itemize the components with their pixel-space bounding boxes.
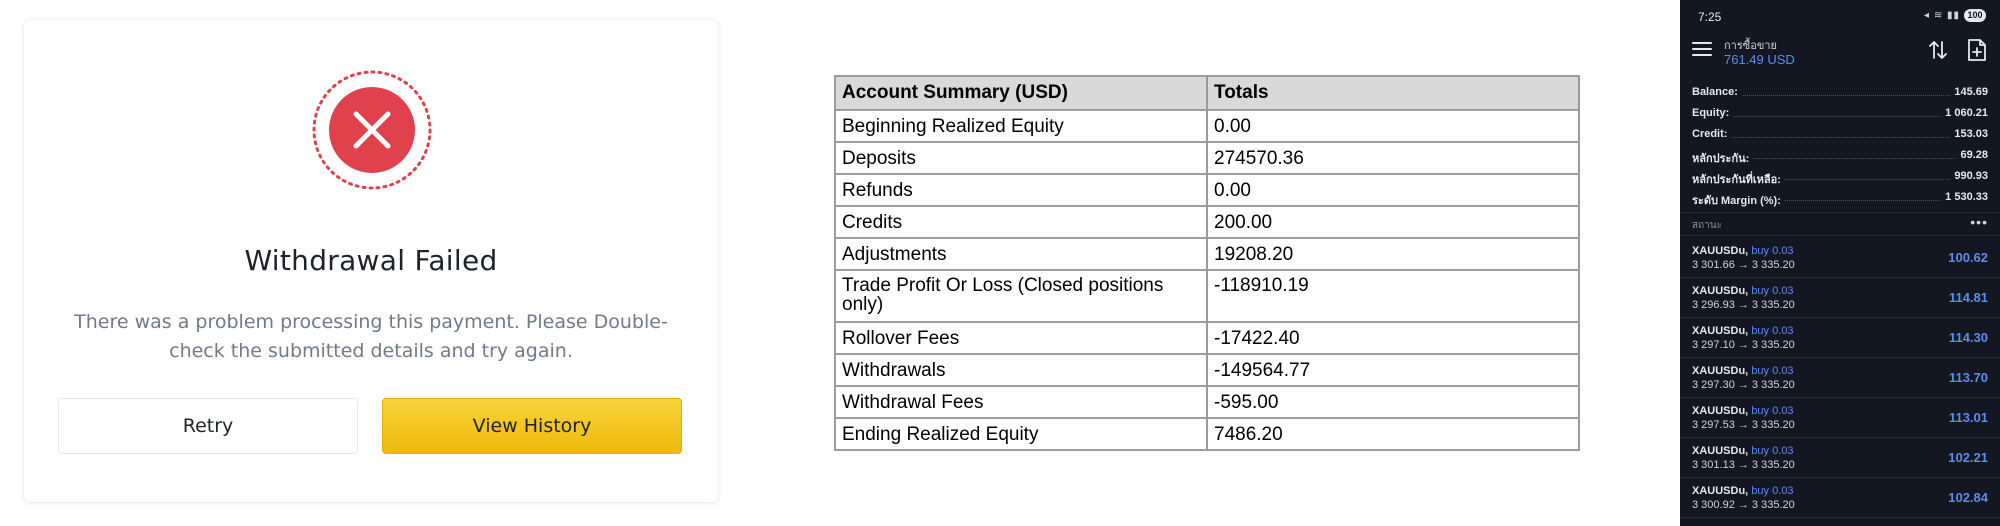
column-header-summary: Account Summary (USD) bbox=[835, 76, 1207, 110]
stat-label: Balance: bbox=[1692, 86, 1742, 98]
position-prices: 3 300.92 → 3 335.20 bbox=[1692, 499, 1795, 511]
row-value: -595.00 bbox=[1207, 386, 1579, 418]
position-row[interactable] bbox=[1680, 318, 2000, 358]
column-header-totals: Totals bbox=[1207, 76, 1579, 110]
position-symbol bbox=[1692, 405, 1794, 417]
stat-value: 153.03 bbox=[1950, 128, 1988, 140]
row-label: Withdrawals bbox=[835, 354, 1207, 386]
row-value: 19208.20 bbox=[1207, 238, 1579, 270]
position-prices: 3 297.53 → 3 335.20 bbox=[1692, 419, 1795, 431]
add-document-icon[interactable] bbox=[1966, 38, 1988, 62]
row-label: Trade Profit Or Loss (Closed positions only) bbox=[835, 270, 1207, 322]
withdrawal-failed-card bbox=[24, 20, 718, 502]
signal-icons: ◂ ≋ ▮▮ bbox=[1924, 10, 1960, 21]
position-profit: 114.81 bbox=[1948, 290, 1988, 305]
stat-value: 69.28 bbox=[1956, 149, 1988, 161]
position-profit: 102.21 bbox=[1948, 450, 1988, 465]
position-row[interactable] bbox=[1680, 278, 2000, 318]
position-symbol bbox=[1692, 325, 1794, 337]
row-label: Adjustments bbox=[835, 238, 1207, 270]
retry-button[interactable]: Retry bbox=[58, 398, 358, 454]
account-summary-table bbox=[834, 75, 1580, 451]
positions-list bbox=[1680, 238, 2000, 518]
position-prices: 3 301.66 → 3 335.20 bbox=[1692, 259, 1795, 271]
position-side: buy 0.03 bbox=[1751, 245, 1794, 257]
table-row bbox=[835, 142, 1579, 174]
row-value: 274570.36 bbox=[1207, 142, 1579, 174]
table-row bbox=[835, 110, 1579, 142]
status-bar bbox=[1680, 0, 2000, 32]
position-profit: 102.84 bbox=[1948, 490, 1988, 505]
trading-app-screen bbox=[1680, 0, 2000, 526]
app-bar bbox=[1680, 32, 2000, 76]
battery-icon: 100 bbox=[1964, 9, 1986, 22]
row-value: 0.00 bbox=[1207, 174, 1579, 206]
position-profit: 113.70 bbox=[1948, 370, 1988, 385]
stat-credit bbox=[1680, 124, 2000, 145]
row-label: Credits bbox=[835, 206, 1207, 238]
symbol-text: XAUUSDu, bbox=[1692, 485, 1749, 497]
stat-value: 145.69 bbox=[1950, 86, 1988, 98]
table-row bbox=[835, 206, 1579, 238]
position-prices: 3 297.30 → 3 335.20 bbox=[1692, 379, 1795, 391]
position-profit: 114.30 bbox=[1948, 330, 1988, 345]
table-row bbox=[835, 354, 1579, 386]
table-row bbox=[835, 174, 1579, 206]
stat-balance bbox=[1680, 82, 2000, 103]
position-prices: 3 301.13 → 3 335.20 bbox=[1692, 459, 1795, 471]
row-label: Deposits bbox=[835, 142, 1207, 174]
position-symbol bbox=[1692, 285, 1794, 297]
row-value: 0.00 bbox=[1207, 110, 1579, 142]
row-value: 200.00 bbox=[1207, 206, 1579, 238]
stat-label: Equity: bbox=[1692, 107, 1733, 119]
position-row[interactable] bbox=[1680, 478, 2000, 518]
stat-margin-level bbox=[1680, 187, 2000, 208]
stat-margin bbox=[1680, 145, 2000, 166]
position-symbol bbox=[1692, 445, 1794, 457]
status-time: 7:25 bbox=[1698, 10, 1722, 24]
position-row[interactable] bbox=[1680, 238, 2000, 278]
position-side: buy 0.03 bbox=[1751, 485, 1794, 497]
symbol-text: XAUUSDu, bbox=[1692, 445, 1749, 457]
symbol-text: XAUUSDu, bbox=[1692, 285, 1749, 297]
row-value: 7486.20 bbox=[1207, 418, 1579, 450]
row-value: -17422.40 bbox=[1207, 322, 1579, 354]
stat-label: หลักประกัน: bbox=[1692, 149, 1753, 167]
row-value: -149564.77 bbox=[1207, 354, 1579, 386]
row-label: Rollover Fees bbox=[835, 322, 1207, 354]
position-row[interactable] bbox=[1680, 398, 2000, 438]
row-value: -118910.19 bbox=[1207, 270, 1579, 322]
table-row bbox=[835, 418, 1579, 450]
withdrawal-failed-title: Withdrawal Failed bbox=[244, 244, 498, 277]
more-icon[interactable]: ••• bbox=[1970, 214, 1988, 230]
stat-label: Credit: bbox=[1692, 128, 1731, 140]
position-symbol bbox=[1692, 365, 1794, 377]
table-header-row bbox=[835, 76, 1579, 110]
position-prices: 3 297.10 → 3 335.20 bbox=[1692, 339, 1795, 351]
row-label: Ending Realized Equity bbox=[835, 418, 1207, 450]
position-row[interactable] bbox=[1680, 358, 2000, 398]
section-label: สถานะ bbox=[1692, 220, 1722, 231]
symbol-text: XAUUSDu, bbox=[1692, 405, 1749, 417]
sort-icon[interactable] bbox=[1926, 38, 1950, 62]
error-message: There was a problem processing this payment. Please Double-check the submitted details and try again. bbox=[74, 311, 668, 362]
position-symbol bbox=[1692, 245, 1794, 257]
app-subtitle: การซื้อขาย bbox=[1724, 40, 1777, 52]
account-stats bbox=[1680, 82, 2000, 208]
position-side: buy 0.03 bbox=[1751, 405, 1794, 417]
position-side: buy 0.03 bbox=[1751, 285, 1794, 297]
row-label: Withdrawal Fees bbox=[835, 386, 1207, 418]
position-profit: 113.01 bbox=[1948, 410, 1988, 425]
stat-value: 990.93 bbox=[1950, 170, 1988, 182]
view-history-button[interactable]: View History bbox=[382, 398, 682, 454]
position-symbol bbox=[1692, 485, 1794, 497]
position-side: buy 0.03 bbox=[1751, 445, 1794, 457]
stat-value: 1 530.33 bbox=[1941, 191, 1988, 203]
position-side: buy 0.03 bbox=[1751, 325, 1794, 337]
symbol-text: XAUUSDu, bbox=[1692, 325, 1749, 337]
position-side: buy 0.03 bbox=[1751, 365, 1794, 377]
table-row bbox=[835, 270, 1579, 322]
positions-section-header bbox=[1680, 212, 2000, 236]
position-prices: 3 296.93 → 3 335.20 bbox=[1692, 299, 1795, 311]
stat-label: ระดับ Margin (%): bbox=[1692, 191, 1785, 209]
position-row[interactable] bbox=[1680, 438, 2000, 478]
stat-equity bbox=[1680, 103, 2000, 124]
dotted-leader bbox=[1692, 137, 1988, 138]
table-row bbox=[835, 238, 1579, 270]
symbol-text: XAUUSDu, bbox=[1692, 245, 1749, 257]
symbol-text: XAUUSDu, bbox=[1692, 365, 1749, 377]
menu-icon[interactable] bbox=[1692, 42, 1712, 58]
row-label: Beginning Realized Equity bbox=[835, 110, 1207, 142]
stat-value: 1 060.21 bbox=[1941, 107, 1988, 119]
row-label: Refunds bbox=[835, 174, 1207, 206]
table-row bbox=[835, 386, 1579, 418]
position-profit: 100.62 bbox=[1948, 250, 1988, 265]
account-balance: 761.49 USD bbox=[1724, 52, 1795, 67]
error-x-icon bbox=[310, 68, 434, 192]
stat-free-margin bbox=[1680, 166, 2000, 187]
stat-label: หลักประกันที่เหลือ: bbox=[1692, 170, 1785, 188]
table-row bbox=[835, 322, 1579, 354]
